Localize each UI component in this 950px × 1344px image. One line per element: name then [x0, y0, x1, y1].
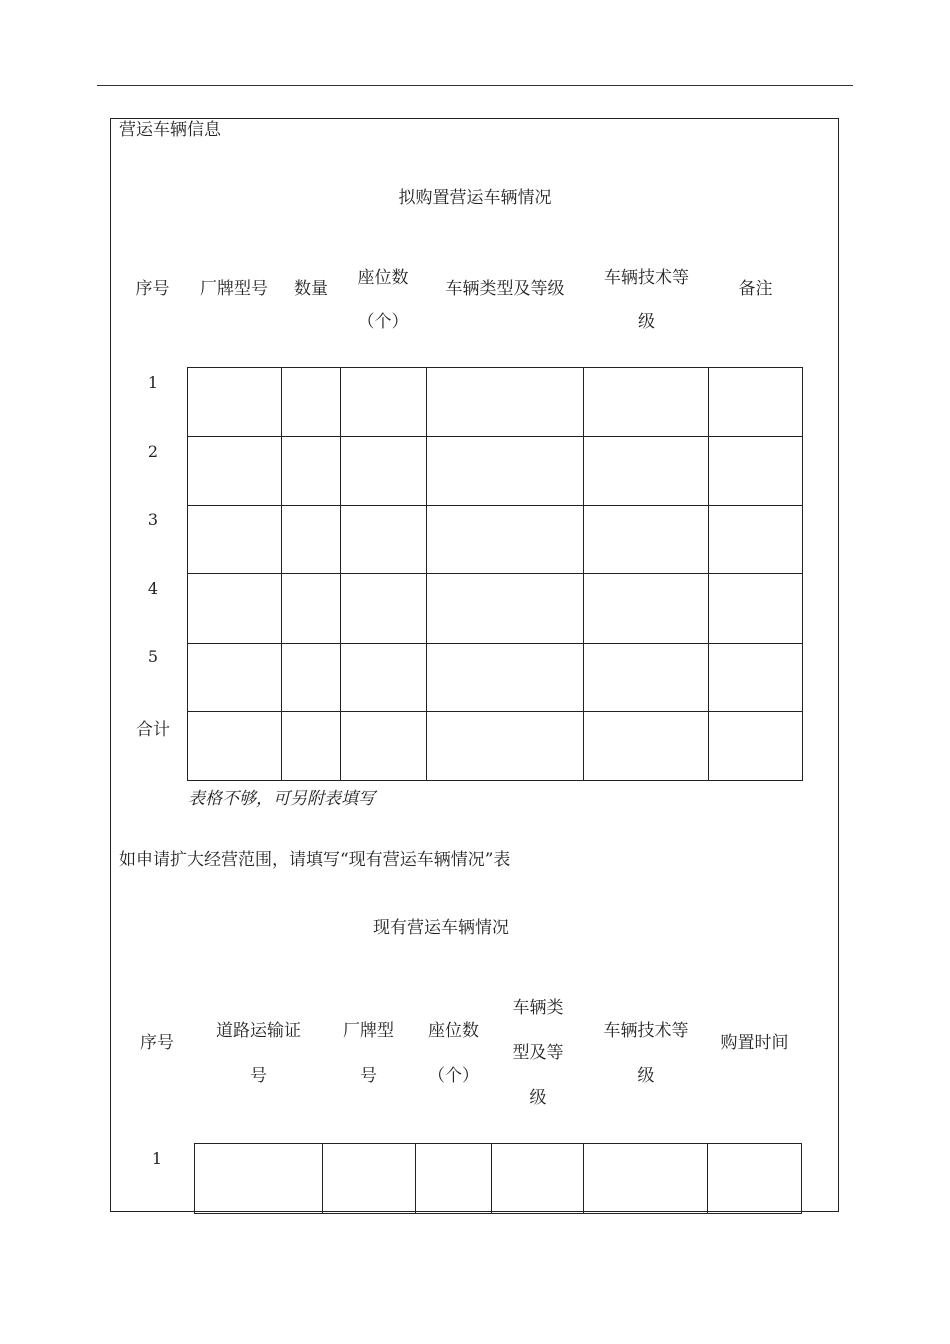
- table-cell[interactable]: [584, 643, 709, 711]
- table-cell[interactable]: [584, 1144, 708, 1214]
- table-cell[interactable]: [188, 368, 282, 437]
- table-cell[interactable]: [584, 711, 709, 780]
- table-cell[interactable]: [709, 437, 803, 506]
- table-cell[interactable]: [584, 368, 709, 437]
- table-cell[interactable]: [426, 643, 584, 711]
- table-cell[interactable]: [709, 643, 803, 711]
- table2-row-label: 1: [151, 1149, 163, 1168]
- table-cell[interactable]: [426, 368, 584, 437]
- table-cell[interactable]: [340, 437, 426, 506]
- table-cell[interactable]: [709, 368, 803, 437]
- table2-title: 现有营运车辆情况: [373, 918, 509, 938]
- section-title: 营运车辆信息: [119, 120, 221, 140]
- table2-header-seats: 座位数 （个）: [428, 1021, 479, 1086]
- table1-row-label-total: 合计: [136, 720, 170, 740]
- table-cell[interactable]: [340, 711, 426, 780]
- table1-entry-grid: [187, 367, 803, 781]
- table-cell[interactable]: [426, 711, 584, 780]
- table2-header-tech: 车辆技术等 级: [603, 1021, 689, 1086]
- table-cell[interactable]: [195, 1144, 323, 1214]
- page-header-rule: [97, 85, 853, 86]
- table1-row-label: 2: [147, 442, 159, 461]
- instruction-text: 如申请扩大经营范围，请填写“现有营运车辆情况”表: [119, 850, 511, 870]
- table-cell[interactable]: [322, 1144, 415, 1214]
- table1-row-label: 3: [147, 510, 159, 529]
- table-cell[interactable]: [340, 506, 426, 574]
- table-cell[interactable]: [281, 643, 340, 711]
- table2-header-type: 车辆类 型及等 级: [512, 998, 564, 1108]
- table1-header-remark: 备注: [738, 279, 773, 299]
- table-cell[interactable]: [709, 506, 803, 574]
- table-cell[interactable]: [281, 437, 340, 506]
- table1-row-label: 1: [147, 373, 159, 392]
- table-cell[interactable]: [426, 437, 584, 506]
- table1-header-type: 车辆类型及等级: [445, 279, 565, 299]
- table1-row-label: 5: [147, 647, 159, 666]
- table-cell[interactable]: [709, 574, 803, 643]
- table-cell[interactable]: [281, 574, 340, 643]
- table1-row-label: 4: [147, 579, 159, 598]
- table-cell[interactable]: [709, 711, 803, 780]
- table1-header-tech: 车辆技术等 级: [604, 268, 689, 332]
- table-cell[interactable]: [281, 506, 340, 574]
- table-cell[interactable]: [188, 574, 282, 643]
- table-cell[interactable]: [708, 1144, 802, 1214]
- table-cell[interactable]: [584, 574, 709, 643]
- table-cell[interactable]: [426, 506, 584, 574]
- table-cell[interactable]: [426, 574, 584, 643]
- table-cell[interactable]: [415, 1144, 492, 1214]
- table2-header-permit: 道路运输证 号: [216, 1021, 301, 1086]
- table1-header-brand: 厂牌型号: [200, 279, 268, 299]
- table-cell[interactable]: [281, 711, 340, 780]
- table1-note: 表格不够，可另附表填写: [188, 789, 375, 809]
- table-cell[interactable]: [188, 437, 282, 506]
- table-cell[interactable]: [188, 643, 282, 711]
- table1-header-qty: 数量: [294, 279, 328, 299]
- table1-title: 拟购置营运车辆情况: [398, 188, 552, 208]
- table2-entry-grid: [194, 1143, 802, 1214]
- table-cell[interactable]: [584, 506, 709, 574]
- table-cell[interactable]: [492, 1144, 584, 1214]
- table1-header-seats: 座位数 （个）: [357, 268, 409, 332]
- table1-header-seq: 序号: [135, 279, 170, 299]
- table2-header-brand: 厂牌型 号: [343, 1021, 394, 1086]
- table2-header-seq: 序号: [140, 1033, 174, 1053]
- table-cell[interactable]: [281, 368, 340, 437]
- table-cell[interactable]: [584, 437, 709, 506]
- table-cell[interactable]: [340, 643, 426, 711]
- table2-header-purchase: 购置时间: [720, 1033, 789, 1053]
- table-cell[interactable]: [188, 506, 282, 574]
- table-cell[interactable]: [340, 368, 426, 437]
- table-cell[interactable]: [340, 574, 426, 643]
- table-cell[interactable]: [188, 711, 282, 780]
